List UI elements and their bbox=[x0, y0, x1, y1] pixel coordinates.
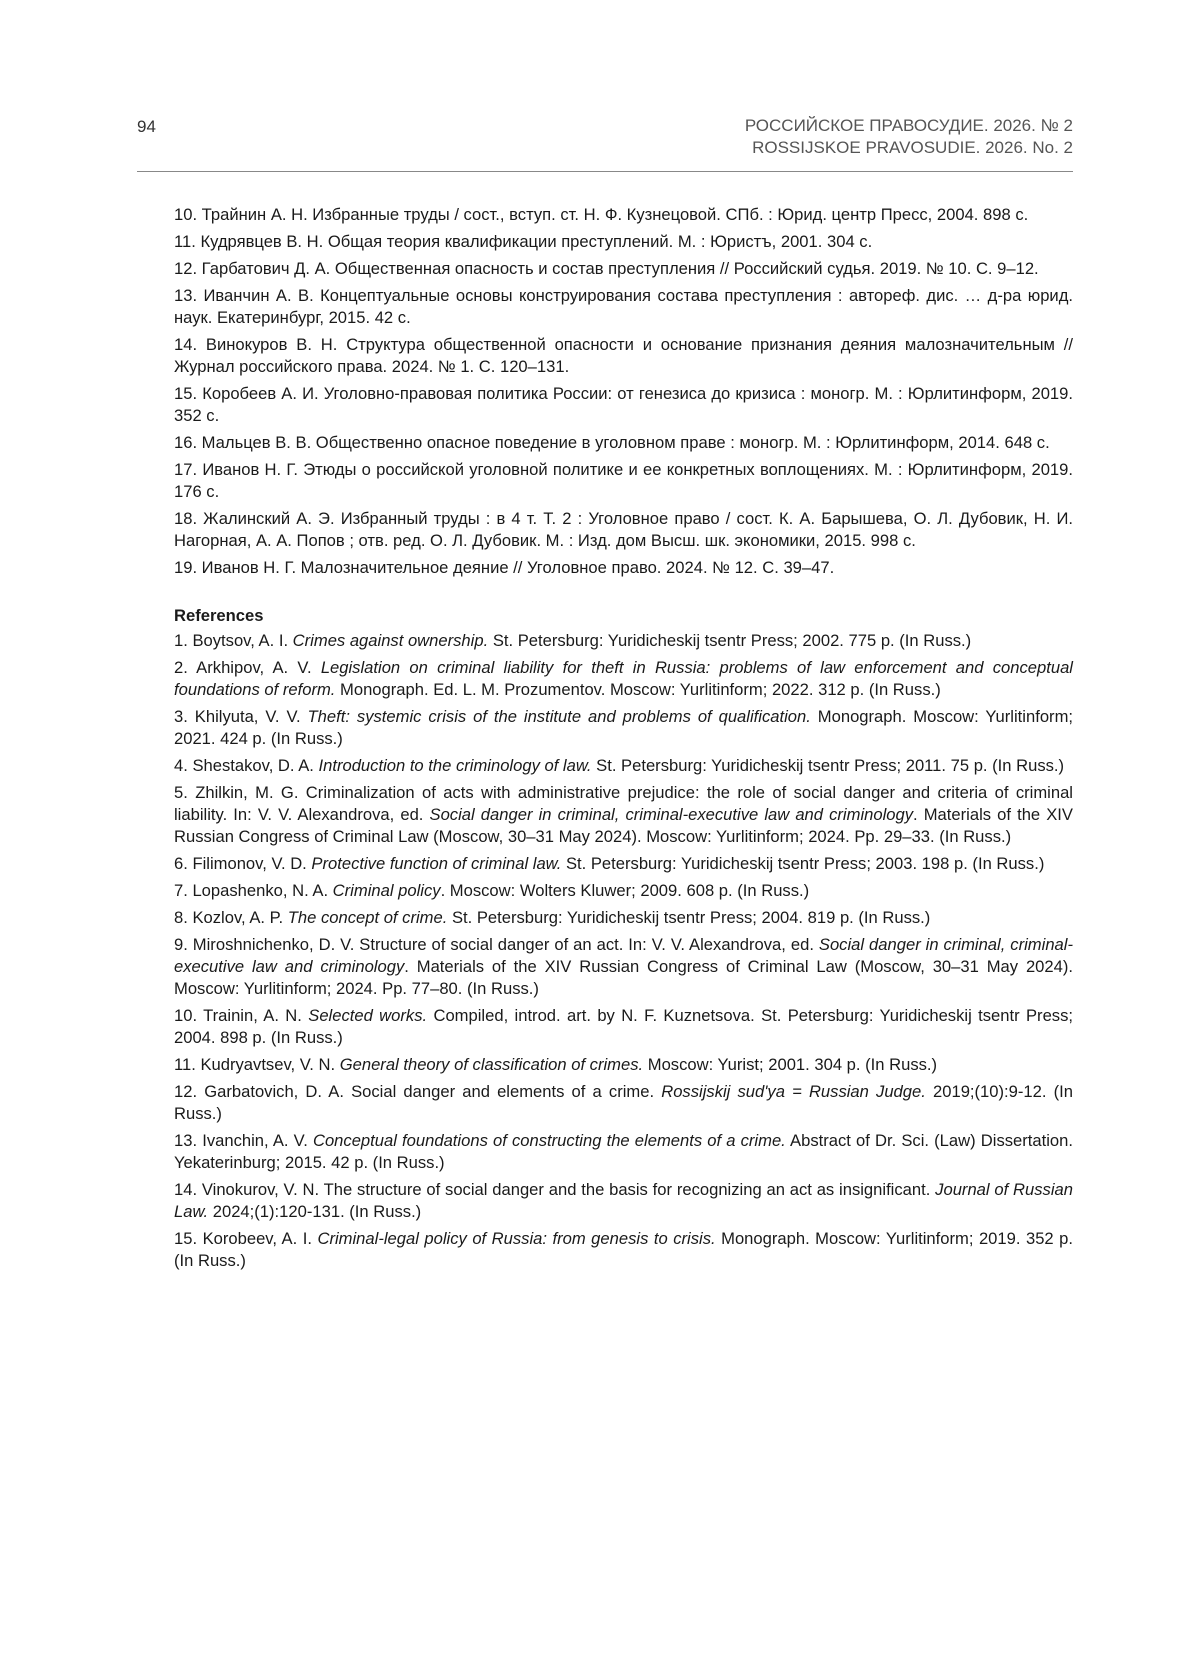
reference-details: St. Petersburg: Yuridicheskij tsentr Press; 2004. 819 p. (In Russ.) bbox=[447, 908, 931, 927]
reference-entry bbox=[174, 706, 1073, 750]
reference-entry bbox=[174, 1081, 1073, 1125]
header-rule bbox=[137, 171, 1073, 172]
reference-details: Monograph. Moscow: Yurlitinform; 2019. 352 p. (In Russ.) bbox=[174, 1229, 1073, 1270]
reference-details: St. Petersburg: Yuridicheskij tsentr Press; 2002. 775 p. (In Russ.) bbox=[488, 631, 972, 650]
reference-title: Introduction to the criminology of law. bbox=[318, 756, 592, 775]
page-number: 94 bbox=[137, 117, 156, 136]
reference-entry bbox=[174, 657, 1073, 701]
reference-title: Legislation on criminal liability for theft in Russia: problems of law enforcement and conceptual foundations of reform. bbox=[174, 658, 1073, 699]
reference-authors: 15. Korobeev, A. I. bbox=[174, 1229, 318, 1248]
reference-details: 2019;(10):9-12. (In Russ.) bbox=[174, 1082, 1073, 1123]
reference-authors: 6. Filimonov, V. D. bbox=[174, 854, 312, 873]
reference-title: Social danger in criminal, criminal-executive law and criminology bbox=[174, 935, 1073, 976]
reference-details: Compiled, introd. art. by N. F. Kuznetsova. St. Petersburg: Yuridicheskij tsentr Press; 2004. 898 p. (In Russ.) bbox=[174, 1006, 1073, 1047]
reference-entry bbox=[174, 782, 1073, 848]
reference-title: Criminal policy bbox=[332, 881, 441, 900]
reference-entry bbox=[174, 853, 1073, 875]
bibliography-entry: 14. Винокуров В. Н. Структура общественной опасности и основание признания деяния малозначительным // Журнал российского права. 2024. № 1. С. 120–131. bbox=[174, 335, 1073, 376]
running-head-russian: РОССИЙСКОЕ ПРАВОСУДИЕ. 2026. № 2 bbox=[744, 116, 1073, 135]
reference-details: St. Petersburg: Yuridicheskij tsentr Press; 2011. 75 p. (In Russ.) bbox=[591, 756, 1065, 775]
reference-entry bbox=[174, 1054, 1073, 1076]
reference-authors: 8. Kozlov, A. P. bbox=[174, 908, 288, 927]
reference-authors: 12. Garbatovich, D. A. Social danger and elements of a crime. bbox=[174, 1082, 662, 1101]
bibliography-entry: 10. Трайнин А. Н. Избранные труды / сост., вступ. ст. Н. Ф. Кузнецовой. СПб. : Юрид. центр Пресс, 2004. 898 с. bbox=[174, 205, 1029, 224]
reference-entry bbox=[174, 1228, 1073, 1272]
reference-entry bbox=[174, 1130, 1073, 1174]
reference-authors: 10. Trainin, A. N. bbox=[174, 1006, 309, 1025]
russian-bibliography bbox=[174, 204, 1073, 579]
references-heading: References bbox=[174, 606, 264, 625]
bibliography-entry: 16. Мальцев В. В. Общественно опасное поведение в уголовном праве : моногр. М. : Юрлитинформ, 2014. 648 с. bbox=[174, 433, 1050, 452]
reference-title: Social danger in criminal, criminal-executive law and criminology bbox=[429, 805, 914, 824]
reference-title: Conceptual foundations of constructing the elements of a crime. bbox=[312, 1131, 786, 1150]
reference-authors: 7. Lopashenko, N. A. bbox=[174, 881, 333, 900]
reference-details: . Materials of the XIV Russian Congress of Criminal Law (Moscow, 30–31 May 2024). Moscow: Yurlitinform; 2024. Pp. 77–80. (In Russ.) bbox=[174, 957, 1073, 998]
reference-entry bbox=[174, 880, 1073, 902]
reference-entry bbox=[174, 934, 1073, 1000]
reference-entry bbox=[174, 1005, 1073, 1049]
reference-title: Theft: systemic crisis of the institute and problems of qualification. bbox=[307, 707, 811, 726]
bibliography-entry: 12. Гарбатович Д. А. Общественная опасность и состав преступления // Российский судья. 2019. № 10. С. 9–12. bbox=[174, 259, 1039, 278]
reference-title: Rossijskij sud'ya = Russian Judge. bbox=[661, 1082, 926, 1101]
reference-title: Criminal-legal policy of Russia: from genesis to crisis. bbox=[317, 1229, 716, 1248]
bibliography bbox=[174, 204, 1073, 1277]
reference-title: Protective function of criminal law. bbox=[311, 854, 562, 873]
bibliography-entry: 19. Иванов Н. Г. Малозначительное деяние // Уголовное право. 2024. № 12. С. 39–47. bbox=[174, 558, 835, 577]
reference-title: General theory of classification of crimes. bbox=[339, 1055, 644, 1074]
running-head-transliterated: ROSSIJSKOE PRAVOSUDIE. 2026. No. 2 bbox=[752, 138, 1073, 157]
running-head bbox=[745, 115, 1073, 159]
reference-title: The concept of crime. bbox=[287, 908, 448, 927]
reference-details: 2024;(1):120-131. (In Russ.) bbox=[208, 1202, 422, 1221]
bibliography-entry: 11. Кудрявцев В. Н. Общая теория квалификации преступлений. М. : Юристъ, 2001. 304 с. bbox=[174, 232, 873, 251]
reference-entry bbox=[174, 907, 1073, 929]
reference-details: . Moscow: Wolters Kluwer; 2009. 608 p. (In Russ.) bbox=[440, 881, 810, 900]
reference-details: Moscow: Yurist; 2001. 304 p. (In Russ.) bbox=[643, 1055, 938, 1074]
bibliography-entry: 13. Иванчин А. В. Концептуальные основы конструирования состава преступления : автореф. дис. … д-ра юрид. наук. Екатеринбург, 2015. 42 с. bbox=[174, 286, 1073, 327]
reference-title: Crimes against ownership. bbox=[292, 631, 489, 650]
reference-authors: 14. Vinokurov, V. N. The structure of social danger and the basis for recognizing an act as insignificant. bbox=[174, 1180, 936, 1199]
reference-authors: 2. Arkhipov, A. V. bbox=[174, 658, 321, 677]
reference-authors: 11. Kudryavtsev, V. N. bbox=[174, 1055, 340, 1074]
reference-authors: 3. Khilyuta, V. V. bbox=[174, 707, 308, 726]
reference-authors: 4. Shestakov, D. A. bbox=[174, 756, 319, 775]
bibliography-entry: 15. Коробеев А. И. Уголовно-правовая политика России: от генезиса до кризиса : моногр. М. : Юрлитинформ, 2019. 352 с. bbox=[174, 384, 1073, 425]
references-list bbox=[174, 630, 1073, 1272]
reference-details: Monograph. Ed. L. M. Prozumentov. Moscow: Yurlitinform; 2022. 312 p. (In Russ.) bbox=[335, 680, 941, 699]
reference-authors: 9. Miroshnichenko, D. V. Structure of social danger of an act. In: V. V. Alexandrova, ed. bbox=[174, 935, 819, 954]
bibliography-entry: 18. Жалинский А. Э. Избранный труды : в 4 т. Т. 2 : Уголовное право / сост. К. А. Барышева, О. Л. Дубовик, Н. И. Нагорная, А. А. Попов ; отв. ред. О. Л. Дубовик. М. : Изд. дом Высш. шк. экономики, 2015. 998 с. bbox=[174, 509, 1073, 550]
reference-entry bbox=[174, 630, 1073, 652]
reference-authors: 5. Zhilkin, M. G. Criminalization of acts with administrative prejudice: the role of social danger and criteria of criminal liability. In: V. V. Alexandrova, ed. bbox=[174, 783, 1073, 824]
reference-details: Monograph. Moscow: Yurlitinform; 2021. 424 p. (In Russ.) bbox=[174, 707, 1074, 748]
reference-authors: 13. Ivanchin, A. V. bbox=[174, 1131, 313, 1150]
reference-details: Abstract of Dr. Sci. (Law) Dissertation. Yekaterinburg; 2015. 42 p. (In Russ.) bbox=[174, 1131, 1074, 1172]
reference-title: Journal of Russian Law. bbox=[174, 1180, 1074, 1221]
reference-details: . Materials of the XIV Russian Congress of Criminal Law (Moscow, 30–31 May 2024). Moscow: Yurlitinform; 2024. Pp. 29–33. (In Russ.) bbox=[174, 805, 1073, 846]
reference-entry bbox=[174, 755, 1073, 777]
reference-authors: 1. Boytsov, A. I. bbox=[174, 631, 293, 650]
bibliography-entry: 17. Иванов Н. Г. Этюды о российской уголовной политике и ее конкретных воплощениях. М. : Юрлитинформ, 2019. 176 с. bbox=[174, 460, 1073, 501]
reference-details: St. Petersburg: Yuridicheskij tsentr Press; 2003. 198 p. (In Russ.) bbox=[561, 854, 1045, 873]
reference-title: Selected works. bbox=[308, 1006, 428, 1025]
reference-entry bbox=[174, 1179, 1073, 1223]
